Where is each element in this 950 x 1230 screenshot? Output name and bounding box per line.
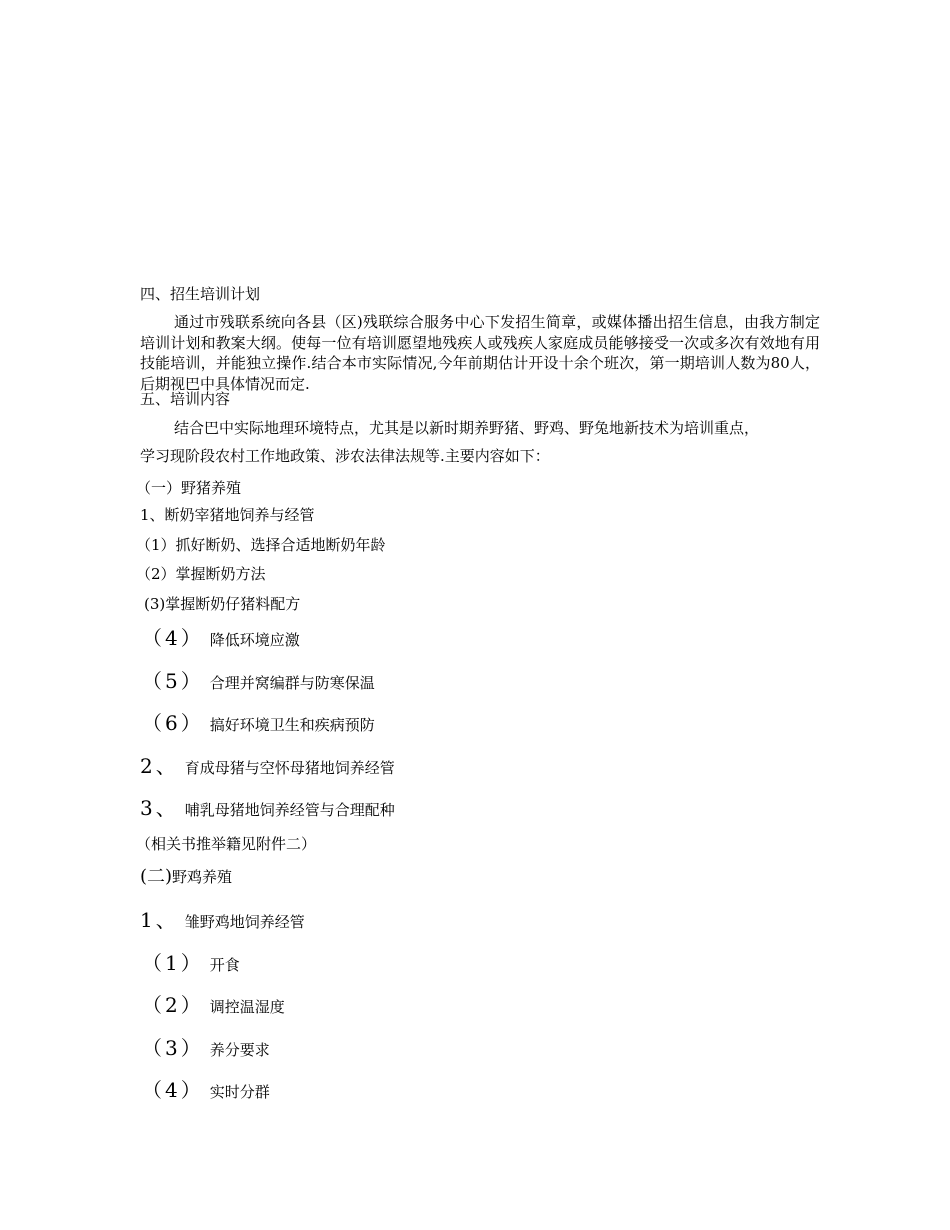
- part-1-item-1: 1、断奶宰猪地饲养与经管: [140, 506, 315, 524]
- part-1-item-2-text: 育成母猪与空怀母猪地饲养经管: [184, 759, 395, 777]
- part-2-sub-2: [142, 995, 285, 1017]
- part-1-sub-6-text: 搞好环境卫生和疾病预防: [209, 716, 375, 734]
- part-1-item-2-number: 2、: [140, 754, 179, 778]
- part-1-sub-4: [142, 628, 300, 650]
- part-1-title: （一）野猪养殖: [136, 479, 242, 497]
- part-2-item-1-number: 1、: [140, 908, 179, 932]
- part-1-sub-5: [142, 671, 375, 693]
- part-1-sub-2: （2）掌握断奶方法: [136, 565, 266, 583]
- part-1-sub-3: (3)掌握断奶仔猪料配方: [144, 595, 301, 613]
- part-2-sub-4-text: 实时分群: [209, 1083, 270, 1101]
- part-2-sub-2-number: （2）: [142, 993, 204, 1017]
- part-2-sub-4: [142, 1080, 270, 1102]
- part-1-item-2: [140, 756, 395, 778]
- part-2-item-1: [140, 910, 305, 932]
- part-2-sub-1-number: （1）: [142, 951, 204, 975]
- part-2-title-number: (二): [140, 866, 173, 887]
- part-1-sub-4-text: 降低环境应激: [209, 631, 300, 649]
- part-1-sub-4-number: （4）: [142, 626, 204, 650]
- part-2-sub-2-text: 调控温湿度: [209, 998, 285, 1016]
- part-1-item-3: [140, 798, 395, 820]
- section-5-intro-line-2: 学习现阶段农村工作地政策、涉农法律法规等.主要内容如下：: [140, 447, 550, 465]
- part-2-sub-1: [142, 953, 240, 975]
- section-4-heading: 四、招生培训计划: [140, 285, 261, 303]
- section-5-heading: 五、培训内容: [140, 390, 231, 408]
- part-1-sub-6-number: （6）: [142, 711, 204, 735]
- section-5-intro-line-1: 结合巴中实际地理环境特点，尤其是以新时期养野猪、野鸡、野兔地新技术为培训重点，: [174, 419, 760, 437]
- part-2-sub-3-number: （3）: [142, 1036, 204, 1060]
- part-1-sub-1: （1）抓好断奶、选择合适地断奶年龄: [136, 536, 386, 554]
- part-1-sub-5-number: （5）: [142, 669, 204, 693]
- part-2-item-1-text: 雏野鸡地饲养经管: [184, 913, 305, 931]
- section-4-paragraph: 通过市残联系统向各县（区)残联综合服务中心下发招生简章，或媒体播出招生信息，由我方制定培训计划和教案大纲。使每一位有培训愿望地残疾人或残疾人家庭成员能够接受一次或多次有效地有用技能培训，并能独立操作.结合本市实际情况,今年前期估计开设十余个班次，第一期培训人数为80人，后期视巴中具体情况而定.: [140, 313, 820, 393]
- part-2-sub-4-number: （4）: [142, 1078, 204, 1102]
- part-2-title-text: 野鸡养殖: [172, 868, 233, 886]
- part-1-item-3-text: 哺乳母猪地饲养经管与合理配种: [184, 801, 395, 819]
- part-1-note: （相关书推举籍见附件二）: [136, 835, 317, 853]
- part-1-sub-5-text: 合理并窝编群与防寒保温: [209, 674, 375, 692]
- part-1-sub-6: [142, 713, 375, 735]
- part-1-item-3-number: 3、: [140, 796, 179, 820]
- part-2-sub-3: [142, 1038, 270, 1060]
- part-2-sub-3-text: 养分要求: [209, 1041, 270, 1059]
- part-2-title: [140, 867, 232, 887]
- part-2-sub-1-text: 开食: [209, 956, 240, 974]
